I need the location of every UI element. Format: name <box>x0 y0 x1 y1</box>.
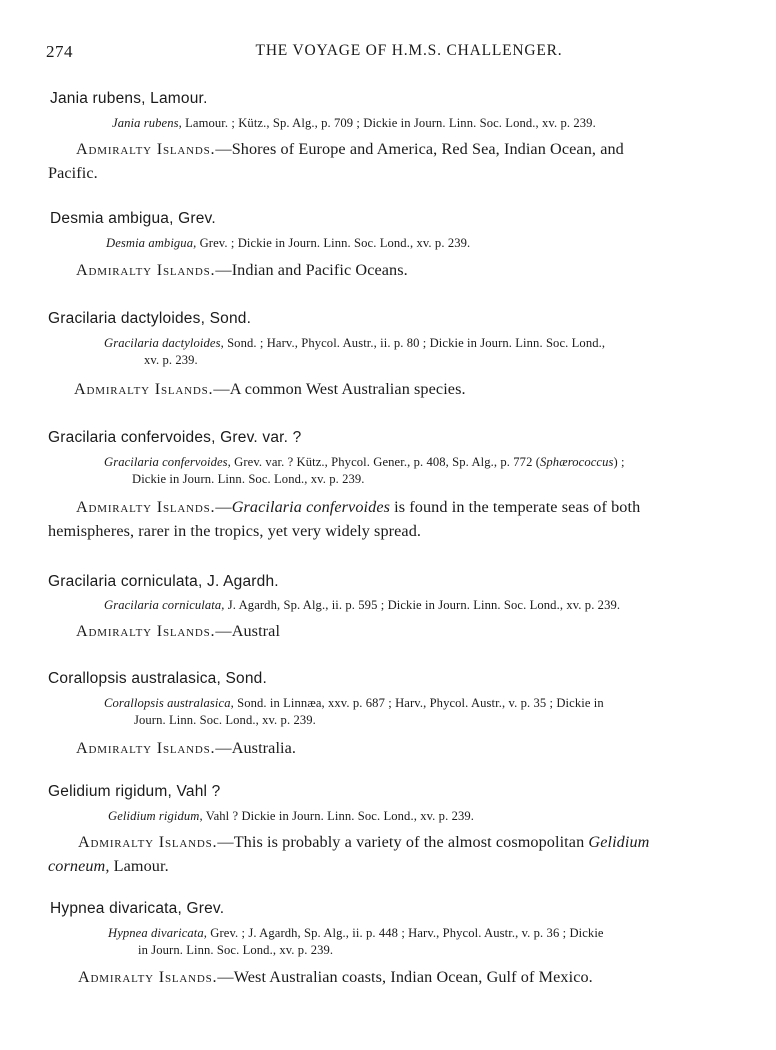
species-name: Corallopsis australasica, Sond. <box>48 670 267 687</box>
locality-text: —Shores of Europe and America, Red Sea, Indian Ocean, and <box>215 140 624 158</box>
locality-text: —Australia. <box>215 739 297 757</box>
ref-tail: xv. p. 239. <box>144 353 198 367</box>
locality-italic: Gelidium <box>588 833 650 851</box>
locality-text: —This is probably a variety of the almost cosmopolitan <box>217 833 589 851</box>
reference-citation <box>104 597 738 614</box>
reference-citation <box>104 695 734 729</box>
locality-text-2: Pacific. <box>48 164 98 182</box>
locality-head: Admiralty Islands. <box>76 622 216 640</box>
locality-head: Admiralty Islands. <box>76 140 216 158</box>
locality-note <box>76 619 736 643</box>
reference-citation <box>104 454 734 488</box>
locality-head: Admiralty Islands. <box>78 968 218 986</box>
species-name: Gelidium rigidum, Vahl ? <box>48 783 221 800</box>
locality-text-2: hemispheres, rarer in the tropics, yet very widely spread. <box>48 522 422 540</box>
ref-text: Lamour. ; Kütz., Sp. Alg., p. 709 ; Dickie in Journ. Linn. Soc. Lond., xv. p. 239. <box>181 116 596 130</box>
locality-text-b: is found in the temperate seas of both <box>390 498 641 516</box>
locality-head: Admiralty Islands. <box>76 261 216 279</box>
reference-citation <box>104 335 734 369</box>
ref-text-2: ) ; <box>613 455 625 469</box>
page-header <box>46 42 732 66</box>
ref-italic: Corallopsis australasica, <box>104 696 234 710</box>
locality-italic: Gracilaria confervoides <box>231 498 391 516</box>
ref-italic: Desmia ambigua, <box>106 236 197 250</box>
locality-note <box>76 258 736 282</box>
running-title: THE VOYAGE OF H.M.S. CHALLENGER. <box>255 42 563 59</box>
locality-head: Admiralty Islands. <box>78 833 218 851</box>
species-name: Gracilaria confervoides, Grev. var. ? <box>48 429 302 446</box>
ref-tail: in Journ. Linn. Soc. Lond., xv. p. 239. <box>138 943 334 957</box>
ref-text: Grev. var. ? Kütz., Phycol. Gener., p. 408, Sp. Alg., p. 772 ( <box>230 455 541 469</box>
locality-head: Admiralty Islands. <box>74 380 214 398</box>
ref-text: Grev. ; Dickie in Journ. Linn. Soc. Lond., xv. p. 239. <box>196 236 471 250</box>
ref-text: Sond. in Linnæa, xxv. p. 687 ; Harv., Phycol. Austr., v. p. 35 ; Dickie in <box>233 696 604 710</box>
ref-tail: Dickie in Journ. Linn. Soc. Lond., xv. p. 239. <box>132 472 365 486</box>
species-name: Jania rubens, Lamour. <box>50 90 208 107</box>
page-number: 274 <box>46 42 73 61</box>
ref-tail: Journ. Linn. Soc. Lond., xv. p. 239. <box>134 713 316 727</box>
locality-note <box>48 495 738 543</box>
ref-italic-2: Sphærococcus <box>540 455 614 469</box>
species-name: Hypnea divaricata, Grev. <box>50 900 225 917</box>
locality-note <box>48 830 738 878</box>
ref-italic: Hypnea divaricata, <box>108 926 208 940</box>
reference-citation <box>108 925 734 959</box>
locality-text: —A common West Australian species. <box>213 380 466 398</box>
locality-text: —Indian and Pacific Oceans. <box>215 261 408 279</box>
ref-italic: Gracilaria dactyloides, <box>104 336 224 350</box>
locality-text-2: Lamour. <box>109 857 169 875</box>
reference-citation <box>108 808 728 825</box>
species-name: Gracilaria dactyloides, Sond. <box>48 310 252 327</box>
ref-text: Sond. ; Harv., Phycol. Austr., ii. p. 80 ; Dickie in Journ. Linn. Soc. Lond., <box>223 336 606 350</box>
locality-head: Admiralty Islands. <box>76 498 216 516</box>
reference-citation <box>112 115 732 132</box>
ref-text: Grev. ; J. Agardh, Sp. Alg., ii. p. 448 ; Harv., Phycol. Austr., v. p. 36 ; Dickie <box>207 926 604 940</box>
locality-text: —Austral <box>215 622 281 640</box>
ref-text: J. Agardh, Sp. Alg., ii. p. 595 ; Dickie in Journ. Linn. Soc. Lond., xv. p. 239. <box>224 598 621 612</box>
ref-text: Vahl ? Dickie in Journ. Linn. Soc. Lond., xv. p. 239. <box>202 809 475 823</box>
locality-head: Admiralty Islands. <box>76 739 216 757</box>
reference-citation <box>106 235 726 252</box>
ref-italic: Gracilaria confervoides, <box>104 455 231 469</box>
ref-italic: Gelidium rigidum, <box>108 809 203 823</box>
locality-italic-2: corneum, <box>48 857 110 875</box>
ref-italic: Gracilaria corniculata, <box>104 598 225 612</box>
locality-note <box>74 377 734 401</box>
ref-italic: Jania rubens, <box>112 116 182 130</box>
locality-note <box>48 137 738 185</box>
locality-text: —West Australian coasts, Indian Ocean, Gulf of Mexico. <box>217 968 593 986</box>
locality-note <box>78 965 738 989</box>
locality-text: — <box>215 498 232 516</box>
species-name: Desmia ambigua, Grev. <box>50 210 216 227</box>
species-name: Gracilaria corniculata, J. Agardh. <box>48 573 279 590</box>
locality-note <box>76 736 736 760</box>
